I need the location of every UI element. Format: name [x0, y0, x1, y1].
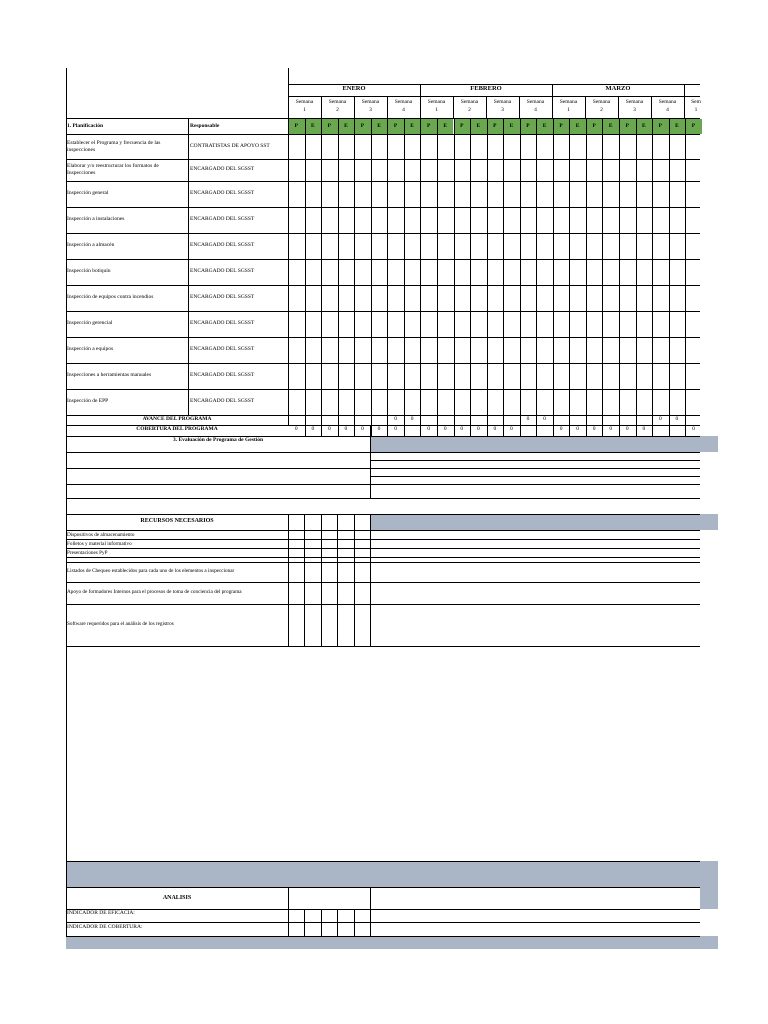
- avance-value: 0: [675, 416, 679, 422]
- grid-line: [321, 562, 322, 646]
- grid-line: [370, 562, 371, 646]
- grid-line: [305, 118, 306, 436]
- grid-line: [404, 118, 405, 436]
- section-band: [370, 514, 718, 530]
- grid-line: [66, 363, 700, 364]
- grid-line: [321, 118, 322, 436]
- grid-line: [66, 936, 700, 937]
- week-label: Semana: [625, 99, 644, 105]
- activity-responsable: ENCARGADO DEL SGSST: [190, 166, 255, 172]
- activity-responsable: CONTRATISTAS DE APOYO SST: [190, 142, 270, 149]
- recursos-title: RECURSOS NECESARIOS: [140, 518, 214, 524]
- grid-line: [66, 311, 700, 312]
- plan-header: P: [327, 123, 332, 129]
- activity-responsable: ENCARGADO DEL SGSST: [190, 190, 255, 196]
- responsable-header: Responsable: [190, 123, 220, 129]
- plan-header: P: [691, 123, 696, 129]
- indicador-eficacia: INDICADOR DE EFICACIA:: [67, 910, 135, 916]
- cobertura-value: 0: [476, 426, 480, 432]
- grid-line: [66, 922, 700, 923]
- activity-name: Inspección de EPP: [67, 398, 109, 404]
- analisis-title: ANALISIS: [162, 895, 192, 901]
- recurso-item: Folletos y material informativo: [67, 541, 132, 547]
- grid-line: [304, 514, 305, 562]
- cobertura-value: 0: [692, 426, 695, 432]
- recurso-item: Presentaciones PyP: [67, 550, 108, 556]
- grid-line: [66, 530, 700, 531]
- grid-line: [370, 498, 700, 499]
- grid-line: [520, 118, 521, 436]
- grid-line: [684, 84, 685, 96]
- month-enero: ENERO: [342, 85, 366, 92]
- plan-header: P: [294, 123, 298, 129]
- cobertura-value: 0: [311, 426, 315, 432]
- grid-line: [370, 425, 371, 498]
- grid-line: [503, 118, 504, 436]
- grid-line: [66, 285, 700, 286]
- activity-name: Inspección gerencial: [67, 320, 113, 326]
- week-number: 1: [435, 107, 438, 113]
- grid-line: [66, 484, 370, 485]
- recurso-item: Dispositivos de almacenamiento: [67, 532, 135, 538]
- activity-responsable: ENCARGADO DEL SGSST: [190, 372, 255, 378]
- plan-header: P: [360, 123, 365, 129]
- cobertura-label: COBERTURA DEL PROGRAMA: [136, 426, 218, 432]
- grid-line: [66, 233, 700, 234]
- grid-line: [370, 887, 371, 936]
- grid-line: [66, 887, 700, 888]
- grid-line: [371, 118, 372, 436]
- grid-line: [619, 118, 620, 436]
- week-label: Semana: [427, 99, 446, 105]
- activity-name: Inspección a almacén: [67, 242, 115, 248]
- cobertura-value: 0: [625, 426, 629, 432]
- grid-line: [66, 118, 700, 119]
- week-number: 2: [336, 107, 339, 113]
- grid-line: [636, 118, 637, 436]
- grid-line: [337, 562, 338, 646]
- grid-line: [304, 562, 305, 646]
- grid-line: [66, 337, 700, 338]
- grid-line: [66, 582, 700, 583]
- week-number: 3: [633, 107, 636, 113]
- activity-name: Elaborar y/o reestructurar los formatos de: [67, 163, 159, 169]
- avance-value: 0: [410, 416, 414, 422]
- activity-name: Inspección a equipos: [67, 346, 114, 352]
- section-band: [66, 861, 718, 877]
- activity-responsable: ENCARGADO DEL SGSST: [190, 242, 255, 248]
- grid-line: [66, 514, 700, 515]
- grid-line: [66, 539, 700, 540]
- grid-line: [288, 96, 700, 97]
- plan-header: P: [426, 123, 431, 129]
- activity-name: Establecer el Programa y frecuencia de las: [67, 139, 161, 146]
- week-label: Semana: [658, 99, 677, 105]
- month-febrero: FEBRERO: [470, 85, 502, 92]
- grid-line: [66, 389, 700, 390]
- grid-line: [337, 514, 338, 562]
- week-number: 2: [600, 107, 603, 113]
- exec-header: E: [542, 123, 547, 129]
- week-number: 4: [402, 107, 405, 113]
- grid-line: [354, 909, 355, 936]
- grid-line: [304, 909, 305, 936]
- exec-header: E: [344, 123, 348, 129]
- week-number: 1: [694, 107, 698, 113]
- section-band: [66, 936, 718, 949]
- exec-header: E: [608, 123, 613, 129]
- activity-responsable: ENCARGADO DEL SGSST: [190, 346, 255, 352]
- week-label: Semana: [328, 99, 347, 105]
- grid-line: [288, 887, 289, 936]
- month-marzo: MARZO: [605, 85, 631, 92]
- plan-header: P: [559, 123, 563, 129]
- week-label: Semana: [526, 99, 545, 105]
- section-band: [370, 436, 718, 452]
- grid-line: [66, 604, 700, 605]
- grid-line: [66, 207, 700, 208]
- grid-line: [321, 514, 322, 562]
- exec-header: E: [641, 123, 646, 129]
- week-label: Semana: [394, 99, 413, 105]
- cobertura-value: 0: [344, 426, 348, 432]
- week-label: Semana: [460, 99, 479, 105]
- week-number: 3: [369, 107, 372, 113]
- cobertura-value: 0: [327, 426, 331, 432]
- exec-header: E: [310, 123, 315, 129]
- activity-responsable: ENCARGADO DEL SGSST: [190, 398, 255, 404]
- grid-line: [288, 68, 289, 425]
- cobertura-value: 0: [642, 426, 646, 432]
- plan-header: P: [658, 123, 663, 129]
- plan-header: P: [592, 123, 596, 129]
- grid-line: [387, 118, 388, 436]
- cobertura-value: 0: [377, 426, 381, 432]
- grid-line: [338, 118, 339, 436]
- avance-value: 0: [394, 416, 397, 422]
- cobertura-value: 0: [427, 426, 431, 432]
- week-label: Sem: [691, 99, 701, 105]
- evaluacion-title: 3. Evaluación de Programa de Gestión: [172, 437, 264, 443]
- section-planificacion: 1. Planificación: [67, 123, 104, 129]
- cobertura-value: 0: [443, 426, 447, 432]
- exec-header: E: [410, 123, 414, 129]
- activity-name: Inspección botiquín: [67, 268, 111, 274]
- section-band: [700, 877, 718, 909]
- grid-line: [66, 468, 370, 469]
- grid-line: [337, 909, 338, 936]
- week-number: 2: [468, 107, 471, 113]
- cobertura-value: 0: [609, 426, 613, 432]
- avance-value: 0: [543, 416, 546, 422]
- exec-header: E: [675, 123, 679, 129]
- week-label: Semana: [295, 99, 314, 105]
- grid-line: [685, 118, 686, 436]
- grid-line: [652, 118, 653, 436]
- cobertura-value: 0: [294, 426, 298, 432]
- week-number: 1: [567, 107, 570, 113]
- exec-header: E: [377, 123, 381, 129]
- cobertura-value: 0: [460, 426, 464, 432]
- avance-value: 0: [526, 416, 530, 422]
- cobertura-value: 0: [493, 426, 497, 432]
- grid-line: [66, 909, 700, 910]
- plan-header: P: [493, 123, 497, 129]
- grid-line: [288, 562, 289, 646]
- recurso-item: Listados de Chequeo establecidos para cada uno de los elementos a inspeccionar: [67, 568, 235, 574]
- exec-header: E: [575, 123, 580, 129]
- grid-line: [288, 514, 289, 562]
- grid-line: [66, 68, 67, 936]
- grid-line: [569, 118, 570, 436]
- grid-line: [188, 118, 189, 415]
- indicador-cobertura: INDICADOR DE COBERTURA:: [67, 924, 143, 930]
- activity-name: Inspección general: [67, 190, 109, 196]
- grid-line: [536, 118, 537, 436]
- activity-name: Inspección de equipos contra incendios: [67, 294, 154, 300]
- cobertura-value: 0: [592, 426, 596, 432]
- grid-line: [586, 118, 587, 436]
- grid-line: [66, 861, 700, 862]
- exec-header: E: [476, 123, 481, 129]
- grid-line: [66, 259, 700, 260]
- grid-line: [66, 557, 700, 558]
- grid-line: [370, 484, 700, 485]
- cobertura-value: 0: [394, 426, 397, 432]
- activity-responsable: ENCARGADO DEL SGSST: [190, 216, 255, 222]
- grid-line: [66, 498, 370, 499]
- grid-line: [66, 181, 700, 182]
- activity-name: Inspección a instalaciones: [67, 216, 125, 222]
- grid-line: [602, 118, 603, 436]
- cobertura-value: 0: [559, 426, 563, 432]
- plan-header: P: [526, 123, 530, 129]
- grid-line: [354, 118, 355, 436]
- grid-line: [66, 646, 700, 647]
- activity-name: inspecciones: [67, 146, 96, 153]
- grid-line: [370, 514, 371, 562]
- grid-line: [321, 909, 322, 936]
- exec-header: E: [509, 123, 514, 129]
- grid-line: [454, 118, 455, 436]
- plan-header: P: [393, 123, 398, 129]
- grid-line: [420, 118, 421, 436]
- avance-value: 0: [658, 416, 662, 422]
- activity-name: Inspecciones a herramientas manuales: [67, 372, 152, 378]
- grid-line: [354, 514, 355, 562]
- grid-line: [66, 159, 700, 160]
- recurso-item: Apoyo de formadores Internos para el procesos de toma de conciencia del programa: [67, 589, 242, 595]
- week-number: 3: [501, 107, 504, 113]
- activity-responsable: ENCARGADO DEL SGSST: [190, 294, 255, 300]
- grid-line: [553, 118, 554, 436]
- grid-line: [470, 118, 471, 436]
- grid-line: [354, 562, 355, 646]
- section-band: [66, 877, 718, 887]
- week-number: 4: [534, 107, 537, 113]
- grid-line: [370, 460, 700, 461]
- grid-line: [66, 134, 700, 135]
- grid-line: [66, 562, 700, 563]
- grid-line: [370, 476, 700, 477]
- week-label: Semana: [361, 99, 380, 105]
- grid-line: [66, 548, 700, 549]
- cobertura-value: 0: [510, 426, 513, 432]
- grid-line: [370, 468, 700, 469]
- grid-line: [370, 452, 700, 453]
- grid-line: [669, 118, 670, 436]
- cobertura-value: 0: [361, 426, 364, 432]
- grid-line: [66, 452, 370, 453]
- week-number: 4: [666, 107, 669, 113]
- activity-responsable: ENCARGADO DEL SGSST: [190, 320, 255, 326]
- exec-header: E: [443, 123, 448, 129]
- week-label: Semana: [559, 99, 578, 105]
- activity-responsable: ENCARGADO DEL SGSST: [190, 268, 255, 274]
- activity-name: Inspecciones: [67, 170, 96, 176]
- week-label: Semana: [592, 99, 611, 105]
- week-label: Semana: [493, 99, 512, 105]
- grid-line: [437, 118, 438, 436]
- week-number: 1: [303, 107, 306, 113]
- plan-header: P: [625, 123, 629, 129]
- recurso-item: Software requeridos para el análisis de los registros: [67, 621, 174, 627]
- cobertura-value: 0: [576, 426, 579, 432]
- plan-header: P: [460, 123, 464, 129]
- grid-line: [487, 118, 488, 436]
- avance-label: AVANCE DEL PROGRAMA: [142, 416, 212, 422]
- grid-line: [66, 436, 700, 437]
